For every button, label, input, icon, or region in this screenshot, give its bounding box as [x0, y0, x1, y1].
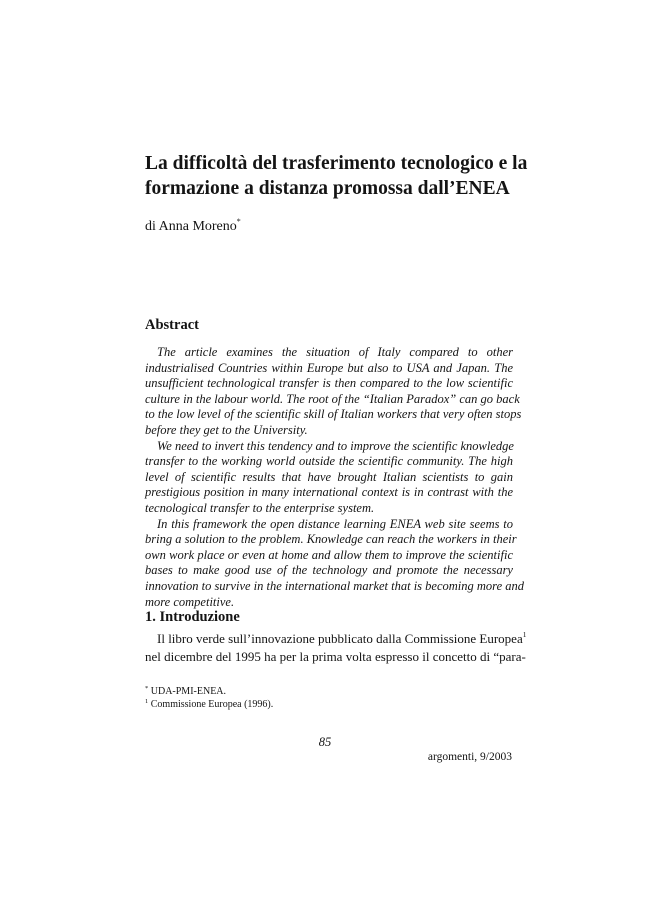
page-number: 85: [318, 735, 332, 749]
footnote: [145, 685, 513, 698]
abstract-line: We need to invert this tendency and to improve the scientific knowledge: [157, 438, 514, 453]
abstract-paragraph-3: [145, 516, 524, 611]
intro-footnote-mark: 1: [522, 630, 527, 639]
abstract-line: unsufficient technological transfer is then compared to the low scientific: [145, 376, 513, 391]
article-title: [145, 151, 565, 201]
footnote-text: Commissione Europea (1996).: [150, 699, 274, 710]
abstract-heading: Abstract: [145, 317, 199, 333]
author-footnote-mark: *: [236, 217, 241, 226]
abstract-line: more competitive.: [145, 594, 235, 609]
abstract-line: own work place or even at home and allow them to improve the scientific: [145, 547, 513, 562]
abstract-line: prestigious position in many international context is in contrast with the: [145, 485, 513, 500]
intro-line-1-text: Il libro verde sull’innovazione pubblicato dalla Commissione Europea: [157, 631, 523, 646]
footnote-mark: *: [145, 685, 149, 692]
abstract-line: transfer to the working world outside the scientific community. The high: [145, 454, 513, 469]
introduction-body: [145, 630, 527, 666]
intro-line-1: [145, 630, 527, 648]
abstract-line: The article examines the situation of Italy compared to other: [157, 345, 513, 359]
author-name: di Anna Moreno: [145, 219, 237, 234]
introduction-heading: 1. Introduzione: [145, 609, 240, 625]
intro-line-2: nel dicembre del 1995 ha per la prima volta espresso il concetto di “para-: [145, 649, 526, 664]
abstract-line: to the low level of the scientific skill of Italian workers that very often stops: [145, 407, 522, 422]
footnote-text: UDA-PMI-ENEA.: [150, 686, 227, 697]
title-line-1: La difficoltà del trasferimento tecnologico e la: [145, 153, 528, 174]
abstract-line: bases to make good use of the technology and promote the necessary: [145, 563, 513, 578]
abstract-line: culture in the labour world. The root of the “Italian Paradox” can go back: [145, 391, 520, 406]
abstract-body: [145, 345, 524, 610]
abstract-line: industrialised Countries within Europe but also to USA and Japan. The: [145, 360, 513, 375]
abstract-line: bring a solution to the problem. Knowledge can reach the workers in their: [145, 532, 517, 547]
footnotes: [145, 685, 513, 711]
running-footer: argomenti, 9/2003: [427, 751, 512, 763]
footnote: [145, 698, 513, 711]
abstract-paragraph-2: [145, 439, 513, 517]
abstract-line: before they get to the University.: [145, 422, 308, 437]
footnote-mark: 1: [145, 698, 149, 705]
abstract-line: In this framework the open distance learning ENEA web site seems to: [157, 516, 513, 531]
abstract-line: innovation to survive in the international market that is becoming more and: [145, 578, 524, 593]
abstract-line: level of scientific results that have brought Italian scientists to gain: [145, 469, 513, 484]
author-byline: [145, 219, 241, 235]
abstract-line: tecnological transfer to the enterprise system.: [145, 500, 375, 515]
abstract-paragraph-1: [145, 345, 522, 439]
title-line-2: formazione a distanza promossa dall’ENEA: [145, 178, 510, 199]
